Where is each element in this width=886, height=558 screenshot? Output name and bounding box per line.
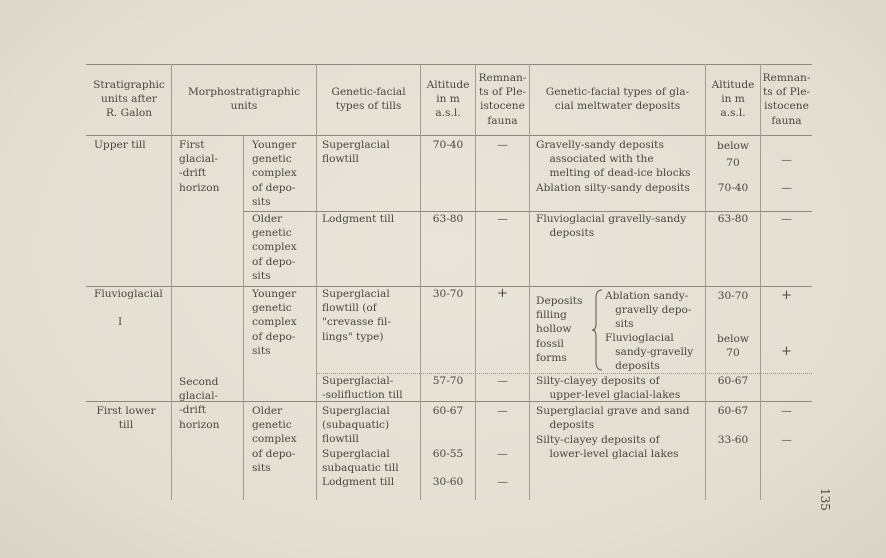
remnants1-row-4: — xyxy=(497,375,508,387)
remnants1-row-3: + xyxy=(497,286,508,301)
till-row-2: Lodgment till xyxy=(322,213,395,225)
remnants1-row-6: — xyxy=(497,448,508,460)
strat-upper-till: Upper till xyxy=(94,139,146,151)
altitude2-row-4: 60-67 xyxy=(717,375,749,387)
header-genetic-meltwater: Genetic-facial types of gla- cial meltwater deposits xyxy=(545,86,690,113)
col-rule-2 xyxy=(243,136,244,500)
remnants1-row-2: — xyxy=(497,213,508,225)
col-rule-4 xyxy=(420,64,421,500)
till-row-7: Lodgment till xyxy=(322,476,395,488)
first-glacial-drift-horizon: First glacial- -drift horizon xyxy=(179,139,220,194)
meltwater-row-5: Superglacial grave and sand deposits xyxy=(536,405,690,432)
header-remnants-2: Remnan- ts of Ple- istocene fauna xyxy=(762,72,811,127)
remnants2-row-2: — xyxy=(781,213,792,225)
older-complex-1: Older genetic complex of depo- sits xyxy=(252,213,297,282)
header-morphostratigraphic: Morphostratigraphic units xyxy=(187,86,301,113)
altitude1-row-5: 60-67 xyxy=(432,405,464,417)
remnants2-row-5: — xyxy=(781,405,792,417)
table-top-rule xyxy=(86,64,812,65)
meltwater-row-3b: Fluvioglacial sandy-gravelly deposits xyxy=(605,332,694,373)
strat-first-lower-till: First lower till xyxy=(96,405,156,432)
altitude1-row-6: 60-55 xyxy=(432,448,464,460)
younger-complex-1: Younger genetic complex of depo- sits xyxy=(252,139,297,208)
till-row-4: Superglacial- -solifluction till xyxy=(322,375,403,402)
meltwater-row-4: Silty-clayey deposits of upper-level glacial-lakes xyxy=(536,375,681,402)
header-altitude-2: Altitude in m a.s.l. xyxy=(711,79,755,120)
deposits-filling-hollow-fossil-forms: Deposits filling hollow fossil forms xyxy=(536,295,583,364)
till-row-1: Superglacial flowtill xyxy=(322,139,390,166)
remnants2-row-3a: + xyxy=(781,288,792,303)
older-complex-2: Older genetic complex of depo- sits xyxy=(252,405,297,474)
till-row-6: Superglacial subaquatic till xyxy=(322,448,399,475)
altitude2-row-1b: 70-40 xyxy=(717,182,749,194)
remnants2-row-1a: — xyxy=(781,154,792,166)
altitude2-row-1a: below 70 xyxy=(717,140,749,169)
remnants2-row-1b: — xyxy=(781,182,792,194)
meltwater-row-1: Gravelly-sandy deposits associated with the melting of dead-ice blocks xyxy=(536,139,691,180)
remnants1-row-7: — xyxy=(497,476,508,488)
second-glacial-drift-horizon: Second glacial- -drift horizon xyxy=(179,376,220,431)
remnants1-row-5: — xyxy=(497,405,508,417)
strat-fluvioglacial-number: I xyxy=(118,316,123,328)
altitude2-row-2: 63-80 xyxy=(717,213,749,225)
altitude2-row-6: 33-60 xyxy=(717,434,749,446)
altitude1-row-2: 63-80 xyxy=(432,213,464,225)
altitude2-row-3b: below 70 xyxy=(717,333,749,360)
header-bottom-rule xyxy=(86,135,812,136)
col-rule-6 xyxy=(529,64,530,500)
meltwater-row-6: Silty-clayey deposits of lower-level glacial lakes xyxy=(536,434,679,461)
header-stratigraphic: Stratigraphic units after R. Galon xyxy=(93,79,165,120)
altitude1-row-1: 70-40 xyxy=(432,139,464,151)
altitude1-row-3: 30-70 xyxy=(432,288,464,300)
altitude1-row-7: 30-60 xyxy=(432,476,464,488)
header-genetic-tills: Genetic-facial types of tills xyxy=(331,86,406,113)
altitude2-row-3a: 30-70 xyxy=(717,290,749,302)
altitude2-row-5: 60-67 xyxy=(717,405,749,417)
meltwater-row-3a: Ablation sandy- gravelly depo- sits xyxy=(605,290,692,331)
col-rule-1 xyxy=(171,64,172,500)
col-rule-5 xyxy=(475,64,476,500)
meltwater-row-1b: Ablation silty-sandy deposits xyxy=(536,182,690,194)
younger-complex-2: Younger genetic complex of depo- sits xyxy=(252,288,297,357)
till-row-5: Superglacial (subaquatic) flowtill xyxy=(322,405,390,446)
remnants2-row-3b: + xyxy=(781,344,792,359)
remnants2-row-6: — xyxy=(781,434,792,446)
brace-icon xyxy=(592,288,604,372)
remnants1-row-1: — xyxy=(497,139,508,151)
altitude1-row-4: 57-70 xyxy=(432,375,464,387)
col-rule-3 xyxy=(316,64,317,500)
header-altitude-1: Altitude in m a.s.l. xyxy=(426,79,470,120)
header-remnants-1: Remnan- ts of Ple- istocene fauna xyxy=(478,72,527,127)
till-row-3: Superglacial flowtill (of "crevasse fil- lings" type) xyxy=(322,288,391,343)
meltwater-row-2: Fluvioglacial gravelly-sandy deposits xyxy=(536,213,687,240)
page-number: 135 xyxy=(818,488,832,511)
strat-fluvioglacial: Fluvioglacial xyxy=(94,288,163,300)
